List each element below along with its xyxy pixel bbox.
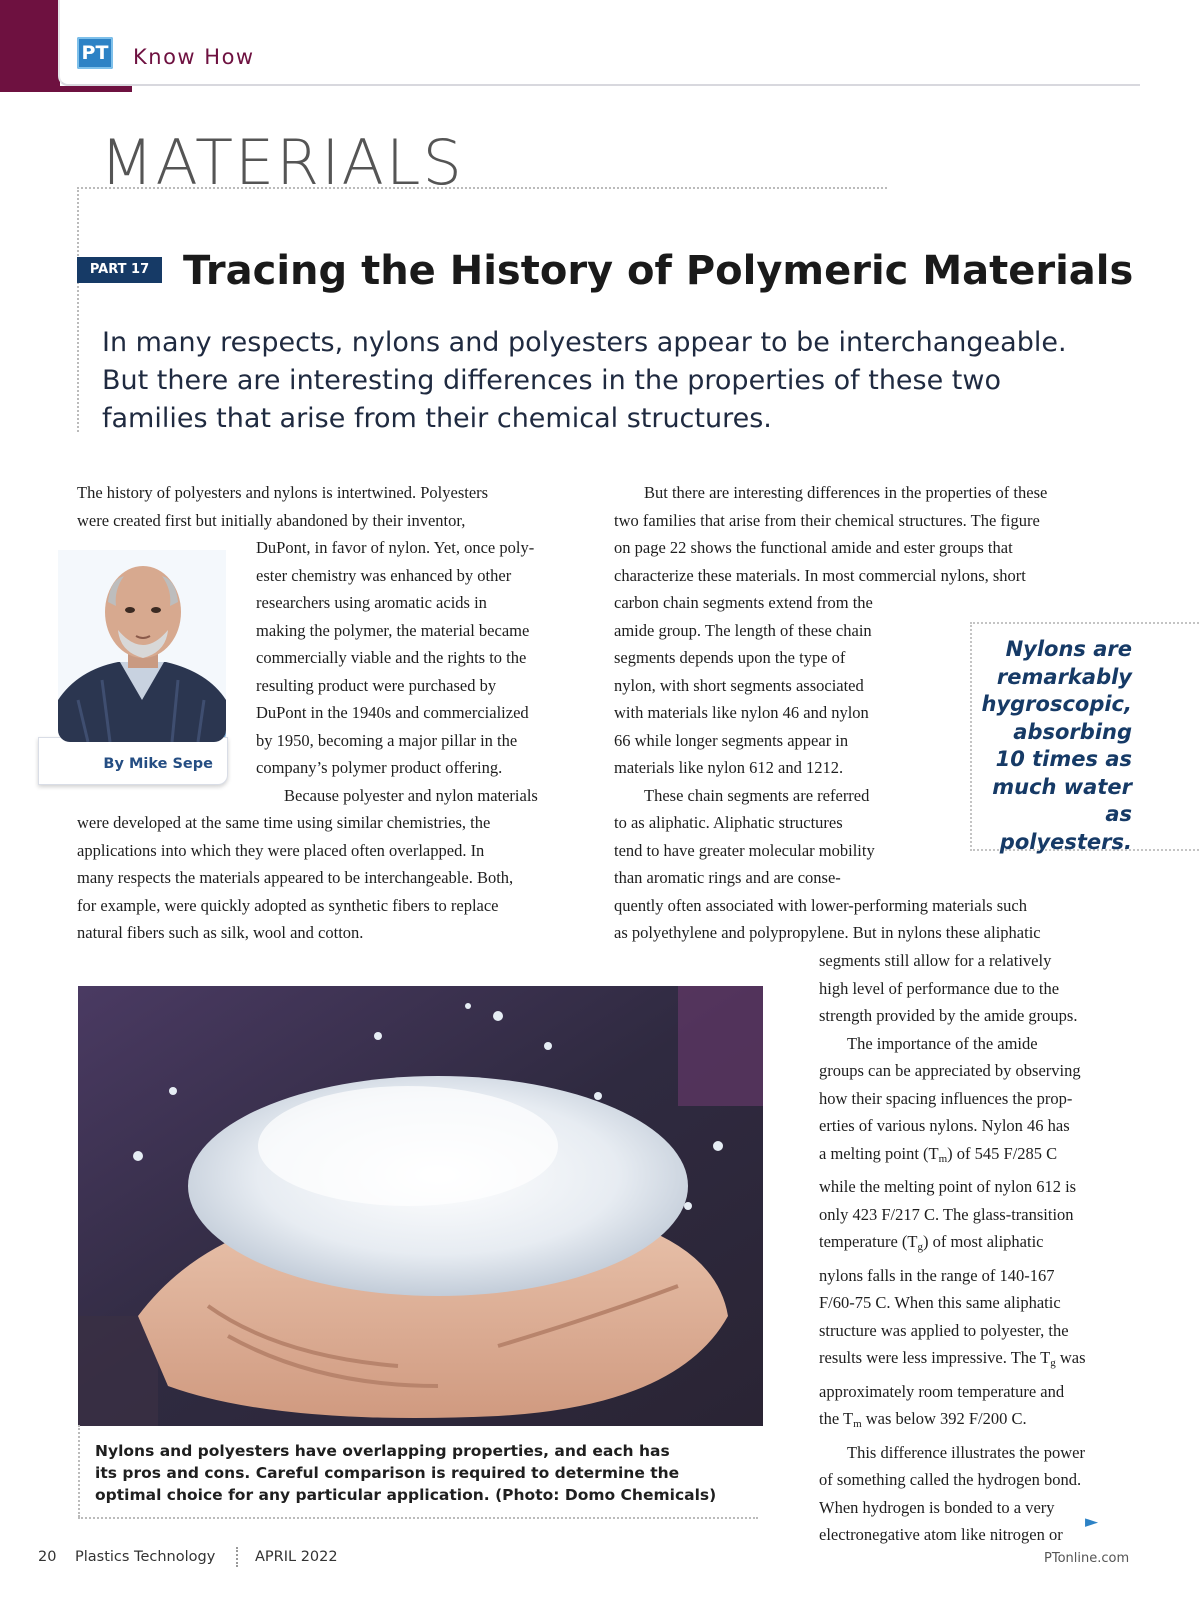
deck-line: families that arise from their chemical structures.: [102, 403, 772, 434]
text-line: than aromatic rings and are conse-: [614, 868, 841, 887]
body-column-1-wrap: [256, 534, 538, 809]
magazine-name: Plastics Technology: [75, 1549, 216, 1565]
text-line: to as aliphatic. Aliphatic structures: [614, 813, 843, 832]
text-line: This difference illustrates the power: [847, 1442, 1085, 1462]
body-column-3: [819, 947, 1086, 1549]
body-column-1-top: [77, 479, 488, 534]
website-link[interactable]: PTonline.com: [1044, 1551, 1130, 1566]
text-line: [819, 1405, 1086, 1439]
text-line: natural fibers such as silk, wool and cotton.: [77, 923, 364, 942]
text-line: applications into which they were placed often overlapped. In: [77, 840, 485, 860]
text-span: ) of most aliphatic: [922, 1232, 1044, 1251]
text-line: for example, were quickly adopted as synthetic fibers to replace: [77, 895, 499, 915]
header-panel: [58, 0, 1140, 86]
text-span: a melting point (T: [819, 1143, 939, 1163]
text-line: electronegative atom like nitrogen or: [819, 1525, 1063, 1544]
subscript: g: [917, 1241, 923, 1253]
caption-rule: [78, 1425, 80, 1517]
caption-rule-bottom: [78, 1517, 758, 1519]
pull-quote-line: hygroscopic,: [981, 692, 1132, 716]
text-span: ) of 545 F/285 C: [947, 1143, 1058, 1163]
text-line: were developed at the same time using similar chemistries, the: [77, 813, 491, 832]
text-line: with materials like nylon 46 and nylon: [614, 703, 869, 722]
header-accent-line: [58, 86, 132, 92]
text-line: company’s polymer product offering.: [256, 758, 503, 777]
text-line: These chain segments are referred: [644, 785, 870, 805]
caption-line: optimal choice for any particular application. (Photo: Domo Chemicals): [95, 1486, 717, 1504]
text-span: was below 392 F/200 C.: [861, 1409, 1027, 1428]
text-line: tend to have greater molecular mobility: [614, 840, 875, 860]
text-line: were created first but initially abandoned by their inventor,: [77, 510, 466, 530]
text-line: erties of various nylons. Nylon 46 has: [819, 1116, 1070, 1135]
author-photo: [58, 550, 226, 742]
article-deck: [102, 324, 1102, 438]
page-number: 20: [38, 1549, 57, 1565]
pull-quote-line: remarkably: [996, 664, 1132, 689]
text-line: researchers using aromatic acids in: [256, 593, 487, 612]
text-line: by 1950, becoming a major pillar in the: [256, 730, 518, 750]
text-line: 66 while longer segments appear in: [614, 730, 849, 750]
text-line: [819, 1228, 1086, 1262]
text-line: amide group. The length of these chain: [614, 620, 872, 640]
article-photo: [78, 986, 763, 1426]
header-color-bar: [0, 0, 60, 92]
caption-line: Nylons and polyesters have overlapping properties, and each has: [95, 1442, 670, 1460]
pull-quote-line: 10 times as: [995, 747, 1132, 771]
text-line: on page 22 shows the functional amide and ester groups that: [614, 538, 1013, 557]
text-line: DuPont in the 1940s and commercialized: [256, 703, 529, 722]
footer-separator: [236, 1547, 238, 1567]
text-line: F/60-75 C. When this same aliphatic: [819, 1293, 1061, 1312]
text-line: segments still allow for a relatively: [819, 951, 1052, 970]
text-line: nylons falls in the range of 140-167: [819, 1265, 1055, 1285]
pull-quote-line: much water: [992, 774, 1132, 799]
text-line: [819, 1140, 1086, 1174]
dotted-rule-vertical: [77, 187, 79, 432]
photo-caption: [95, 1440, 716, 1506]
text-line: resulting product were purchased by: [256, 675, 497, 695]
author-portrait-image: [58, 550, 226, 742]
pull-quote-line: Nylons are: [1005, 637, 1132, 661]
pellets-in-hands-image: [78, 986, 763, 1426]
department-title: MATERIALS: [100, 126, 464, 199]
text-line: When hydrogen is bonded to a very: [819, 1497, 1055, 1517]
text-line: The history of polyesters and nylons is intertwined. Polyesters: [77, 483, 489, 502]
pt-logo-badge: PT: [77, 37, 113, 69]
text-span: the T: [819, 1409, 854, 1428]
text-line: as polyethylene and polypropylene. But in nylons these aliphatic: [614, 923, 1041, 942]
text-line: structure was applied to polyester, the: [819, 1320, 1069, 1340]
pull-quote: [975, 636, 1132, 856]
text-line: of something called the hydrogen bond.: [819, 1470, 1082, 1489]
deck-line: In many respects, nylons and polyesters appear to be interchangeable.: [102, 327, 1067, 358]
text-line: approximately room temperature and: [819, 1381, 1065, 1401]
part-badge: PART 17: [77, 257, 162, 283]
text-line: materials like nylon 612 and 1212.: [614, 758, 844, 777]
dotted-rule: [77, 187, 887, 189]
text-line: high level of performance due to the: [819, 978, 1060, 998]
caption-line: its pros and cons. Careful comparison is required to determine the: [95, 1464, 680, 1482]
text-line: many respects the materials appeared to be interchangeable. Both,: [77, 868, 514, 887]
text-line: quently often associated with lower-performing materials such: [614, 895, 1027, 915]
pull-quote-line: as polyesters.: [999, 802, 1132, 854]
subscript: g: [1050, 1357, 1056, 1369]
text-line: only 423 F/217 C. The glass-transition: [819, 1204, 1074, 1224]
text-line: [819, 1344, 1086, 1378]
text-line: two families that arise from their chemical structures. The figure: [614, 510, 1040, 530]
text-line: strength provided by the amide groups.: [819, 1006, 1078, 1025]
text-line: Because polyester and nylon materials: [284, 785, 538, 805]
text-line: commercially viable and the rights to the: [256, 648, 527, 667]
text-line: But there are interesting differences in the properties of these: [644, 483, 1048, 502]
text-line: making the polymer, the material became: [256, 620, 530, 640]
text-line: DuPont, in favor of nylon. Yet, once poly-: [256, 538, 535, 557]
text-line: nylon, with short segments associated: [614, 675, 864, 695]
text-line: groups can be appreciated by observing: [819, 1061, 1081, 1080]
text-line: ester chemistry was enhanced by other: [256, 565, 512, 585]
author-byline: By Mike Sepe: [103, 756, 213, 772]
issue-date: APRIL 2022: [255, 1549, 338, 1565]
text-span: results were less impressive. The T: [819, 1348, 1051, 1367]
text-line: The importance of the amide: [847, 1033, 1038, 1053]
deck-line: But there are interesting differences in the properties of these two: [102, 365, 1001, 396]
section-label: Know How: [133, 45, 255, 69]
text-line: characterize these materials. In most commercial nylons, short: [614, 565, 1026, 585]
text-line: while the melting point of nylon 612 is: [819, 1177, 1077, 1196]
text-span: was: [1055, 1348, 1086, 1367]
subscript: m: [938, 1152, 948, 1165]
continue-arrow-icon: ►: [1085, 1512, 1099, 1532]
text-line: carbon chain segments extend from the: [614, 593, 873, 612]
text-span: temperature (T: [819, 1232, 918, 1251]
body-column-1-bottom: [77, 809, 513, 947]
text-line: segments depends upon the type of: [614, 648, 846, 667]
text-line: how their spacing influences the prop-: [819, 1088, 1073, 1108]
pull-quote-line: absorbing: [1013, 719, 1132, 744]
article-headline: Tracing the History of Polymeric Materials: [183, 248, 1134, 294]
subscript: m: [853, 1418, 862, 1430]
